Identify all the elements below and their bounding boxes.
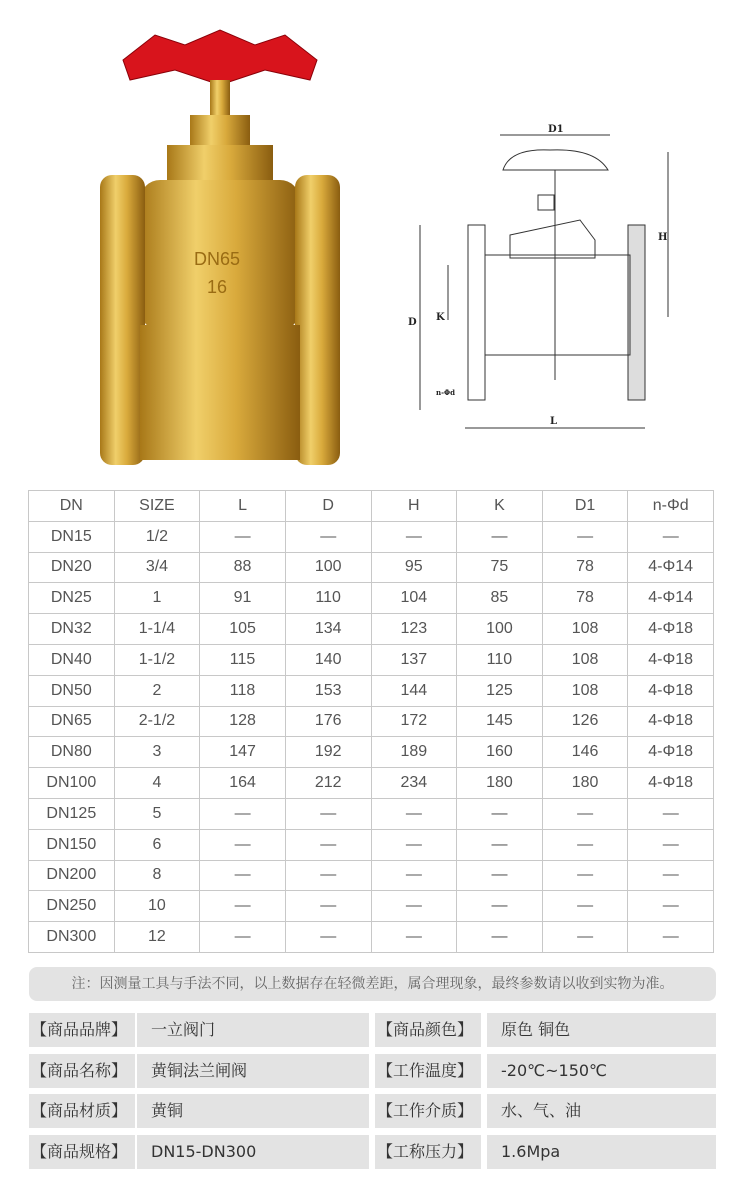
table-cell: —: [285, 521, 371, 552]
table-cell: 105: [200, 614, 286, 645]
info-label: 【商品品牌】: [29, 1013, 135, 1047]
table-cell: 4-Φ14: [628, 583, 714, 614]
table-cell: —: [371, 829, 457, 860]
table-cell: 4-Φ18: [628, 706, 714, 737]
table-cell: —: [542, 860, 628, 891]
table-cell: —: [628, 798, 714, 829]
table-cell: 4-Φ18: [628, 644, 714, 675]
table-cell: DN40: [29, 644, 115, 675]
table-cell: 4-Φ18: [628, 737, 714, 768]
table-cell: 140: [285, 644, 371, 675]
info-value: 一立阀门: [137, 1013, 369, 1047]
table-cell: —: [628, 521, 714, 552]
info-value: -20℃~150℃: [487, 1054, 716, 1088]
table-cell: —: [285, 829, 371, 860]
table-cell: 4-Φ14: [628, 552, 714, 583]
brass-gate-valve-photo: [95, 25, 345, 475]
info-value: 水、气、油: [487, 1094, 716, 1128]
table-cell: DN80: [29, 737, 115, 768]
table-cell: 4-Φ18: [628, 675, 714, 706]
table-cell: 88: [200, 552, 286, 583]
table-cell: DN125: [29, 798, 115, 829]
table-row: [29, 706, 714, 737]
table-cell: 164: [200, 768, 286, 799]
table-cell: —: [628, 829, 714, 860]
table-cell: 3/4: [114, 552, 200, 583]
table-row: [29, 768, 714, 799]
column-header: SIZE: [114, 491, 200, 522]
table-cell: DN300: [29, 922, 115, 953]
table-cell: 108: [542, 644, 628, 675]
column-header: H: [371, 491, 457, 522]
table-cell: —: [371, 891, 457, 922]
label-nd: n-Φd: [436, 388, 455, 397]
table-cell: —: [200, 891, 286, 922]
spec-table: [28, 490, 714, 953]
table-cell: —: [542, 922, 628, 953]
table-cell: 104: [371, 583, 457, 614]
table-cell: 78: [542, 583, 628, 614]
info-value: DN15-DN300: [137, 1135, 369, 1169]
label-d: D: [408, 317, 417, 328]
table-row: [29, 644, 714, 675]
table-cell: DN250: [29, 891, 115, 922]
table-cell: —: [542, 891, 628, 922]
table-cell: 2: [114, 675, 200, 706]
table-cell: 144: [371, 675, 457, 706]
info-label: 【商品颜色】: [375, 1013, 481, 1047]
table-cell: —: [371, 922, 457, 953]
table-cell: 147: [200, 737, 286, 768]
label-d1: D1: [548, 124, 564, 135]
table-cell: 91: [200, 583, 286, 614]
table-cell: —: [542, 829, 628, 860]
table-cell: 110: [457, 644, 543, 675]
table-cell: 1: [114, 583, 200, 614]
table-row: [29, 860, 714, 891]
info-label: 【商品材质】: [29, 1094, 135, 1128]
info-label: 【商品名称】: [29, 1054, 135, 1088]
table-cell: DN25: [29, 583, 115, 614]
table-cell: 4: [114, 768, 200, 799]
column-header: D: [285, 491, 371, 522]
table-cell: —: [542, 521, 628, 552]
table-row: [29, 552, 714, 583]
info-label: 【商品规格】: [29, 1135, 135, 1169]
body-marking-pressure: 16: [206, 277, 228, 297]
table-cell: —: [285, 860, 371, 891]
table-cell: —: [457, 521, 543, 552]
table-cell: 108: [542, 614, 628, 645]
table-cell: 100: [457, 614, 543, 645]
table-cell: 126: [542, 706, 628, 737]
table-header-row: [29, 491, 714, 522]
table-cell: 153: [285, 675, 371, 706]
table-cell: 134: [285, 614, 371, 645]
table-cell: DN65: [29, 706, 115, 737]
label-l: L: [550, 416, 558, 427]
table-cell: —: [200, 922, 286, 953]
table-cell: 128: [200, 706, 286, 737]
table-cell: 5: [114, 798, 200, 829]
table-cell: —: [542, 798, 628, 829]
table-cell: 78: [542, 552, 628, 583]
info-value: 1.6Mpa: [487, 1135, 716, 1169]
table-cell: 85: [457, 583, 543, 614]
table-cell: DN200: [29, 860, 115, 891]
table-row: [29, 675, 714, 706]
info-value: 原色 铜色: [487, 1013, 716, 1047]
table-cell: 145: [457, 706, 543, 737]
table-row: [29, 798, 714, 829]
table-cell: 110: [285, 583, 371, 614]
table-cell: —: [200, 798, 286, 829]
table-cell: 176: [285, 706, 371, 737]
table-cell: —: [457, 891, 543, 922]
table-cell: —: [457, 829, 543, 860]
info-label: 【工作温度】: [375, 1054, 481, 1088]
table-row: [29, 891, 714, 922]
table-cell: 4-Φ18: [628, 614, 714, 645]
table-cell: 180: [457, 768, 543, 799]
table-cell: 10: [114, 891, 200, 922]
table-cell: —: [457, 922, 543, 953]
column-header: DN: [29, 491, 115, 522]
valve-dimension-drawing: [400, 110, 700, 440]
table-cell: 3: [114, 737, 200, 768]
table-cell: 180: [542, 768, 628, 799]
table-cell: —: [371, 860, 457, 891]
table-cell: 118: [200, 675, 286, 706]
table-row: [29, 737, 714, 768]
table-cell: 75: [457, 552, 543, 583]
table-cell: 1/2: [114, 521, 200, 552]
table-cell: 115: [200, 644, 286, 675]
table-cell: 1-1/4: [114, 614, 200, 645]
table-cell: 146: [542, 737, 628, 768]
table-cell: 8: [114, 860, 200, 891]
table-cell: —: [285, 922, 371, 953]
table-cell: —: [628, 922, 714, 953]
table-cell: 234: [371, 768, 457, 799]
table-cell: 189: [371, 737, 457, 768]
table-cell: —: [200, 829, 286, 860]
table-cell: 4-Φ18: [628, 768, 714, 799]
table-cell: —: [628, 860, 714, 891]
info-value: 黄铜: [137, 1094, 369, 1128]
table-cell: 160: [457, 737, 543, 768]
table-cell: 12: [114, 922, 200, 953]
column-header: D1: [542, 491, 628, 522]
table-row: [29, 614, 714, 645]
table-cell: 2-1/2: [114, 706, 200, 737]
table-cell: 123: [371, 614, 457, 645]
table-cell: —: [285, 798, 371, 829]
info-label: 【工称压力】: [375, 1135, 481, 1169]
table-cell: 137: [371, 644, 457, 675]
table-cell: 192: [285, 737, 371, 768]
table-row: [29, 922, 714, 953]
table-cell: —: [285, 891, 371, 922]
table-row: [29, 829, 714, 860]
table-cell: 100: [285, 552, 371, 583]
table-cell: —: [371, 521, 457, 552]
table-cell: —: [457, 860, 543, 891]
table-row: [29, 521, 714, 552]
label-k: K: [436, 312, 445, 323]
body-marking-size: DN65: [193, 249, 241, 269]
table-cell: —: [457, 798, 543, 829]
info-label: 【工作介质】: [375, 1094, 481, 1128]
table-cell: —: [628, 891, 714, 922]
table-cell: 6: [114, 829, 200, 860]
table-cell: 1-1/2: [114, 644, 200, 675]
info-value: 黄铜法兰闸阀: [137, 1054, 369, 1088]
table-cell: 212: [285, 768, 371, 799]
table-cell: 125: [457, 675, 543, 706]
disclaimer-note: 注：因测量工具与手法不同，以上数据存在轻微差距，属合理现象，最终参数请以收到实物为准。: [29, 967, 716, 1001]
table-cell: —: [200, 860, 286, 891]
table-row: [29, 583, 714, 614]
label-h: H: [658, 232, 668, 243]
column-header: K: [457, 491, 543, 522]
table-cell: —: [371, 798, 457, 829]
table-cell: 108: [542, 675, 628, 706]
table-cell: DN150: [29, 829, 115, 860]
column-header: n-Φd: [628, 491, 714, 522]
table-cell: DN15: [29, 521, 115, 552]
table-cell: 95: [371, 552, 457, 583]
column-header: L: [200, 491, 286, 522]
table-cell: —: [200, 521, 286, 552]
table-cell: DN50: [29, 675, 115, 706]
table-cell: DN100: [29, 768, 115, 799]
table-cell: DN20: [29, 552, 115, 583]
table-cell: 172: [371, 706, 457, 737]
table-cell: DN32: [29, 614, 115, 645]
